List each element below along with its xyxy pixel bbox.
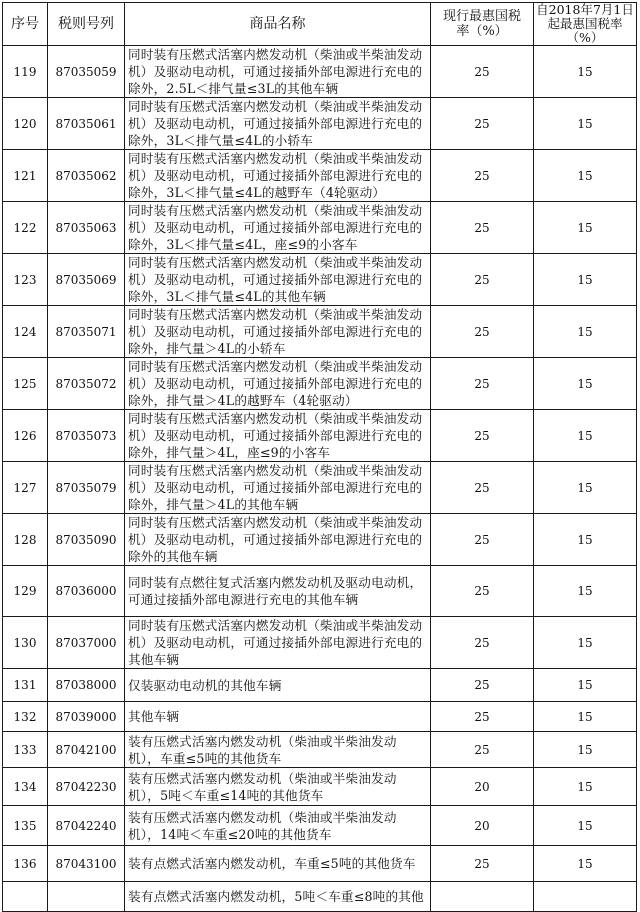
tariff-code: 87035073 — [48, 410, 125, 462]
new-mfn-rate: 15 — [534, 410, 637, 462]
header-current-rate-line1: 现行最惠国税 — [442, 9, 521, 24]
current-mfn-rate: 25 — [431, 566, 534, 617]
row-number: 123 — [3, 254, 48, 306]
product-name-line: 机）及驱动电动机，可通过接插外部电源进行充电的 — [128, 64, 423, 79]
product-name — [125, 702, 431, 732]
row-number: 119 — [3, 46, 48, 98]
tariff-code: 87042240 — [48, 806, 125, 846]
current-mfn-rate: 25 — [431, 732, 534, 768]
product-name-line: 同时装有压燃式活塞内燃发动机（柴油或半柴油发动 — [128, 151, 423, 166]
table-row — [3, 358, 637, 410]
table-row — [3, 846, 637, 882]
current-mfn-rate: 25 — [431, 46, 534, 98]
header-no: 序号 — [3, 3, 48, 46]
current-mfn-rate: 25 — [431, 669, 534, 702]
new-mfn-rate: 15 — [534, 462, 637, 514]
tariff-code: 87035061 — [48, 98, 125, 150]
current-mfn-rate: 25 — [431, 410, 534, 462]
tariff-code: 87035069 — [48, 254, 125, 306]
new-mfn-rate: 15 — [534, 98, 637, 150]
current-mfn-rate: 25 — [431, 150, 534, 202]
table-row — [3, 150, 637, 202]
product-name — [125, 98, 431, 150]
new-mfn-rate: 15 — [534, 806, 637, 846]
product-name-line: 除外，排气量＞4L的越野车（4轮驱动） — [128, 393, 358, 408]
current-mfn-rate — [431, 882, 534, 912]
product-name — [125, 617, 431, 669]
product-name-line: 其他车辆 — [128, 709, 180, 724]
header-new-rate-line3: （%） — [566, 30, 604, 45]
product-name-line: 机）及驱动电动机，可通过接插外部电源进行充电的 — [128, 324, 423, 339]
row-number — [3, 882, 48, 912]
product-name — [125, 306, 431, 358]
row-number: 134 — [3, 768, 48, 806]
row-number: 131 — [3, 669, 48, 702]
current-mfn-rate: 25 — [431, 462, 534, 514]
product-name-line: 同时装有压燃式活塞内燃发动机（柴油或半柴油发动 — [128, 255, 423, 270]
tariff-code: 87038000 — [48, 669, 125, 702]
row-number: 133 — [3, 732, 48, 768]
product-name-line: 同时装有压燃式活塞内燃发动机（柴油或半柴油发动 — [128, 359, 423, 374]
row-number: 136 — [3, 846, 48, 882]
current-mfn-rate: 25 — [431, 98, 534, 150]
table-row — [3, 617, 637, 669]
tariff-code: 87039000 — [48, 702, 125, 732]
new-mfn-rate: 15 — [534, 46, 637, 98]
product-name-line: 装有点燃式活塞内燃发动机，车重≤5吨的其他货车 — [128, 856, 416, 871]
new-mfn-rate: 15 — [534, 254, 637, 306]
product-name-line: 除外，排气量＞4L，座≤9的小客车 — [128, 445, 331, 460]
header-row — [3, 3, 637, 46]
table-row — [3, 462, 637, 514]
current-mfn-rate: 25 — [431, 702, 534, 732]
table-row — [3, 514, 637, 566]
row-number: 120 — [3, 98, 48, 150]
product-name-line: 机），车重≤5吨的其他货车 — [128, 750, 282, 766]
new-mfn-rate: 15 — [534, 669, 637, 702]
row-number: 130 — [3, 617, 48, 669]
current-mfn-rate: 25 — [431, 202, 534, 254]
header-current-rate-line2: 率（%） — [456, 24, 508, 39]
product-name-line: 机）及驱动电动机，可通过接插外部电源进行充电的 — [128, 428, 423, 443]
current-mfn-rate: 25 — [431, 846, 534, 882]
header-new-rate-line1: 自2018年7月1日 — [536, 2, 634, 17]
product-name-line: 同时装有压燃式活塞内燃发动机（柴油或半柴油发动 — [128, 203, 423, 218]
product-name — [125, 806, 431, 846]
table-row — [3, 566, 637, 617]
table-row — [3, 882, 637, 912]
product-name-line: 同时装有点燃往复式活塞内燃发动机及驱动电动机， — [128, 575, 423, 590]
product-name-line: 除外，排气量＞4L的其他车辆 — [128, 497, 299, 512]
product-name — [125, 462, 431, 514]
product-name — [125, 732, 431, 768]
product-name — [125, 768, 431, 806]
product-name-line: 仅装驱动电动机的其他车辆 — [128, 677, 282, 693]
table-row — [3, 98, 637, 150]
product-name — [125, 566, 431, 617]
row-number: 122 — [3, 202, 48, 254]
tariff-code: 87035063 — [48, 202, 125, 254]
new-mfn-rate: 15 — [534, 566, 637, 617]
product-name-line: 同时装有压燃式活塞内燃发动机（柴油或半柴油发动 — [128, 515, 423, 530]
product-name-line: 机）及驱动电动机，可通过接插外部电源进行充电的 — [128, 272, 423, 287]
tariff-code — [48, 882, 125, 912]
row-number: 128 — [3, 514, 48, 566]
tariff-code: 87035079 — [48, 462, 125, 514]
product-name-line: 机）及驱动电动机，可通过接插外部电源进行充电的 — [128, 168, 423, 183]
new-mfn-rate: 15 — [534, 617, 637, 669]
tariff-code: 87035071 — [48, 306, 125, 358]
product-name-line: 机）及驱动电动机，可通过接插外部电源进行充电的 — [128, 220, 423, 235]
product-name-line: 机），5吨＜车重≤14吨的其他货车 — [128, 787, 324, 803]
product-name-line: 除外的其他车辆 — [128, 549, 218, 564]
header-new-rate — [534, 3, 637, 46]
current-mfn-rate: 25 — [431, 617, 534, 669]
product-name — [125, 410, 431, 462]
product-name-line: 除外，排气量＞4L的小轿车 — [128, 341, 286, 356]
header-current-rate — [431, 3, 534, 46]
product-name — [125, 882, 431, 912]
tariff-code: 87037000 — [48, 617, 125, 669]
product-name — [125, 358, 431, 410]
new-mfn-rate: 15 — [534, 846, 637, 882]
product-name-line: 除外，2.5L＜排气量≤3L的其他车辆 — [128, 81, 339, 96]
product-name-line: 同时装有压燃式活塞内燃发动机（柴油或半柴油发动 — [128, 99, 423, 114]
table-row — [3, 254, 637, 306]
product-name — [125, 46, 431, 98]
product-name-line: 同时装有压燃式活塞内燃发动机（柴油或半柴油发动 — [128, 307, 423, 322]
table-row — [3, 46, 637, 98]
current-mfn-rate: 25 — [431, 254, 534, 306]
product-name-line: 同时装有压燃式活塞内燃发动机（柴油或半柴油发动 — [128, 463, 423, 478]
tariff-code: 87042230 — [48, 768, 125, 806]
product-name-line: 同时装有压燃式活塞内燃发动机（柴油或半柴油发动 — [128, 47, 423, 62]
table-row — [3, 702, 637, 732]
row-number: 126 — [3, 410, 48, 462]
header-name: 商品名称 — [125, 3, 431, 46]
product-name-line: 装有压燃式活塞内燃发动机（柴油或半柴油发动 — [128, 809, 397, 825]
product-name-line: 装有点燃式活塞内燃发动机，5吨＜车重≤8吨的其他 — [128, 889, 424, 904]
tariff-code: 87043100 — [48, 846, 125, 882]
new-mfn-rate: 15 — [534, 702, 637, 732]
new-mfn-rate: 15 — [534, 732, 637, 768]
table-body — [3, 46, 637, 912]
new-mfn-rate: 15 — [534, 306, 637, 358]
product-name-line: 机），14吨＜车重≤20吨的其他货车 — [128, 826, 332, 842]
header-new-rate-line2: 起最惠国税率 — [547, 16, 623, 31]
new-mfn-rate: 15 — [534, 202, 637, 254]
new-mfn-rate — [534, 882, 637, 912]
current-mfn-rate: 20 — [431, 768, 534, 806]
new-mfn-rate: 15 — [534, 358, 637, 410]
product-name-line: 除外，3L＜排气量≤4L的小轿车 — [128, 133, 314, 148]
row-number: 121 — [3, 150, 48, 202]
product-name-line: 除外，3L＜排气量≤4L的其他车辆 — [128, 289, 326, 304]
tariff-code: 87042100 — [48, 732, 125, 768]
product-name-line: 装有压燃式活塞内燃发动机（柴油或半柴油发动 — [128, 770, 397, 786]
product-name-line: 机）及驱动电动机，可通过接插外部电源进行充电的 — [128, 376, 423, 391]
product-name-line: 机）及驱动电动机，可通过接插外部电源进行充电的 — [128, 532, 423, 547]
product-name-line: 机）及驱动电动机，可通过接插外部电源进行充电的 — [128, 635, 423, 650]
table-row — [3, 410, 637, 462]
current-mfn-rate: 20 — [431, 806, 534, 846]
product-name-line: 除外，3L＜排气量≤4L的越野车（4轮驱动） — [128, 185, 386, 200]
current-mfn-rate: 25 — [431, 514, 534, 566]
row-number: 125 — [3, 358, 48, 410]
table-row — [3, 306, 637, 358]
tariff-table — [2, 2, 637, 912]
table-row — [3, 806, 637, 846]
table-row — [3, 732, 637, 768]
table-row — [3, 202, 637, 254]
table-row — [3, 768, 637, 806]
tariff-code: 87036000 — [48, 566, 125, 617]
product-name — [125, 514, 431, 566]
product-name — [125, 846, 431, 882]
header-code: 税则号列 — [48, 3, 125, 46]
row-number: 129 — [3, 566, 48, 617]
row-number: 124 — [3, 306, 48, 358]
tariff-code: 87035072 — [48, 358, 125, 410]
product-name-line: 装有压燃式活塞内燃发动机（柴油或半柴油发动 — [128, 733, 397, 749]
row-number: 127 — [3, 462, 48, 514]
product-name-line: 同时装有压燃式活塞内燃发动机（柴油或半柴油发动 — [128, 618, 423, 633]
new-mfn-rate: 15 — [534, 150, 637, 202]
product-name-line: 除外，3L＜排气量≤4L，座≤9的小客车 — [128, 237, 358, 252]
new-mfn-rate: 15 — [534, 768, 637, 806]
tariff-table-page — [2, 2, 636, 904]
product-name — [125, 669, 431, 702]
row-number: 135 — [3, 806, 48, 846]
product-name-line: 同时装有压燃式活塞内燃发动机（柴油或半柴油发动 — [128, 411, 423, 426]
current-mfn-rate: 25 — [431, 358, 534, 410]
product-name-line: 可通过接插外部电源进行充电的其他车辆 — [128, 592, 359, 607]
product-name-line: 其他车辆 — [128, 652, 180, 667]
tariff-code: 87035090 — [48, 514, 125, 566]
new-mfn-rate: 15 — [534, 514, 637, 566]
row-number: 132 — [3, 702, 48, 732]
product-name-line: 机）及驱动电动机，可通过接插外部电源进行充电的 — [128, 480, 423, 495]
product-name-line: 机）及驱动电动机，可通过接插外部电源进行充电的 — [128, 116, 423, 131]
product-name — [125, 202, 431, 254]
product-name — [125, 150, 431, 202]
tariff-code: 87035062 — [48, 150, 125, 202]
table-row — [3, 669, 637, 702]
product-name — [125, 254, 431, 306]
tariff-code: 87035059 — [48, 46, 125, 98]
current-mfn-rate: 25 — [431, 306, 534, 358]
